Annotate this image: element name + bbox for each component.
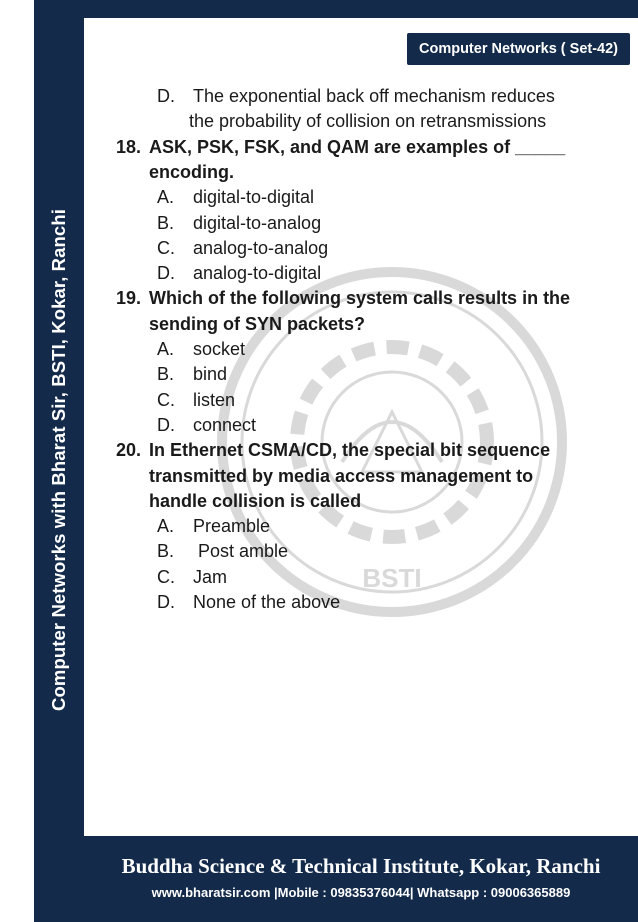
contact-info: www.bharatsir.com |Mobile : 09835376044| Whatsapp : 09006365889 (151, 885, 571, 900)
option-text: analog-to-analog (193, 237, 329, 258)
question-line (116, 135, 565, 159)
option-letter: B. (157, 212, 175, 233)
option-letter: C. (157, 566, 175, 587)
option-item (157, 590, 340, 614)
sidebar-title: Computer Networks with Bharat Sir, BSTI, Kokar, Ranchi (48, 209, 69, 711)
option-text: The exponential back off mechanism reduces (193, 86, 555, 106)
question-number: 18. (116, 136, 142, 157)
institute-name: Buddha Science & Technical Institute, Kokar, Ranchi (121, 854, 601, 878)
option-letter: A. (157, 339, 175, 359)
option-item (157, 388, 235, 412)
option-item (157, 185, 314, 209)
question-line (149, 312, 365, 336)
option-item (157, 362, 227, 386)
question-line (116, 286, 570, 310)
option-text: bind (193, 364, 228, 385)
option-item (157, 211, 321, 235)
option-text: connect (193, 414, 257, 435)
question-text: handle collision is called (149, 490, 362, 511)
question-text: sending of SYN packets? (149, 313, 366, 334)
option-item (157, 514, 270, 538)
option-item (157, 236, 328, 260)
option-letter: D. (157, 263, 175, 284)
carryover-option-line (157, 84, 555, 108)
option-text: Post amble (193, 541, 289, 562)
option-item (157, 261, 321, 285)
option-letter: D. (157, 592, 175, 612)
option-text: None of the above (193, 592, 341, 612)
question-number: 19. (116, 288, 142, 309)
option-item (157, 413, 256, 437)
question-text: encoding. (149, 161, 234, 182)
question-number: 20. (116, 440, 142, 461)
option-letter: A. (157, 187, 175, 208)
option-letter: B. (157, 541, 175, 562)
question-text: transmitted by media access management to (149, 465, 534, 486)
option-item (157, 337, 245, 361)
question-line (116, 438, 550, 462)
option-text: analog-to-digital (193, 263, 322, 284)
option-letter: A. (157, 516, 175, 537)
question-text: Which of the following system calls results in the (149, 288, 571, 309)
question-line (149, 160, 234, 184)
option-letter: C. (157, 237, 175, 258)
option-text: Preamble (193, 516, 271, 537)
question-line (149, 464, 533, 488)
question-text: ASK, PSK, FSK, and QAM are examples of _____ (149, 136, 566, 157)
option-letter: D. (157, 414, 175, 435)
option-text: the probability of collision on retransmissions (189, 111, 547, 132)
question-line (149, 489, 361, 513)
set-badge: Computer Networks ( Set-42) (407, 33, 630, 65)
option-letter: B. (157, 364, 175, 385)
option-text: digital-to-analog (193, 212, 322, 233)
option-text: digital-to-digital (193, 187, 315, 208)
option-text: listen (193, 389, 236, 410)
option-item (157, 539, 288, 563)
option-letter: D. (157, 86, 175, 106)
option-text: socket (193, 339, 246, 359)
footer (84, 836, 638, 922)
option-text: Jam (193, 566, 228, 587)
question-text: In Ethernet CSMA/CD, the special bit sequence (149, 440, 551, 461)
watermark-text: BSTI (362, 563, 422, 593)
carryover-option-line (189, 109, 546, 133)
option-letter: C. (157, 389, 175, 410)
option-item (157, 565, 227, 589)
